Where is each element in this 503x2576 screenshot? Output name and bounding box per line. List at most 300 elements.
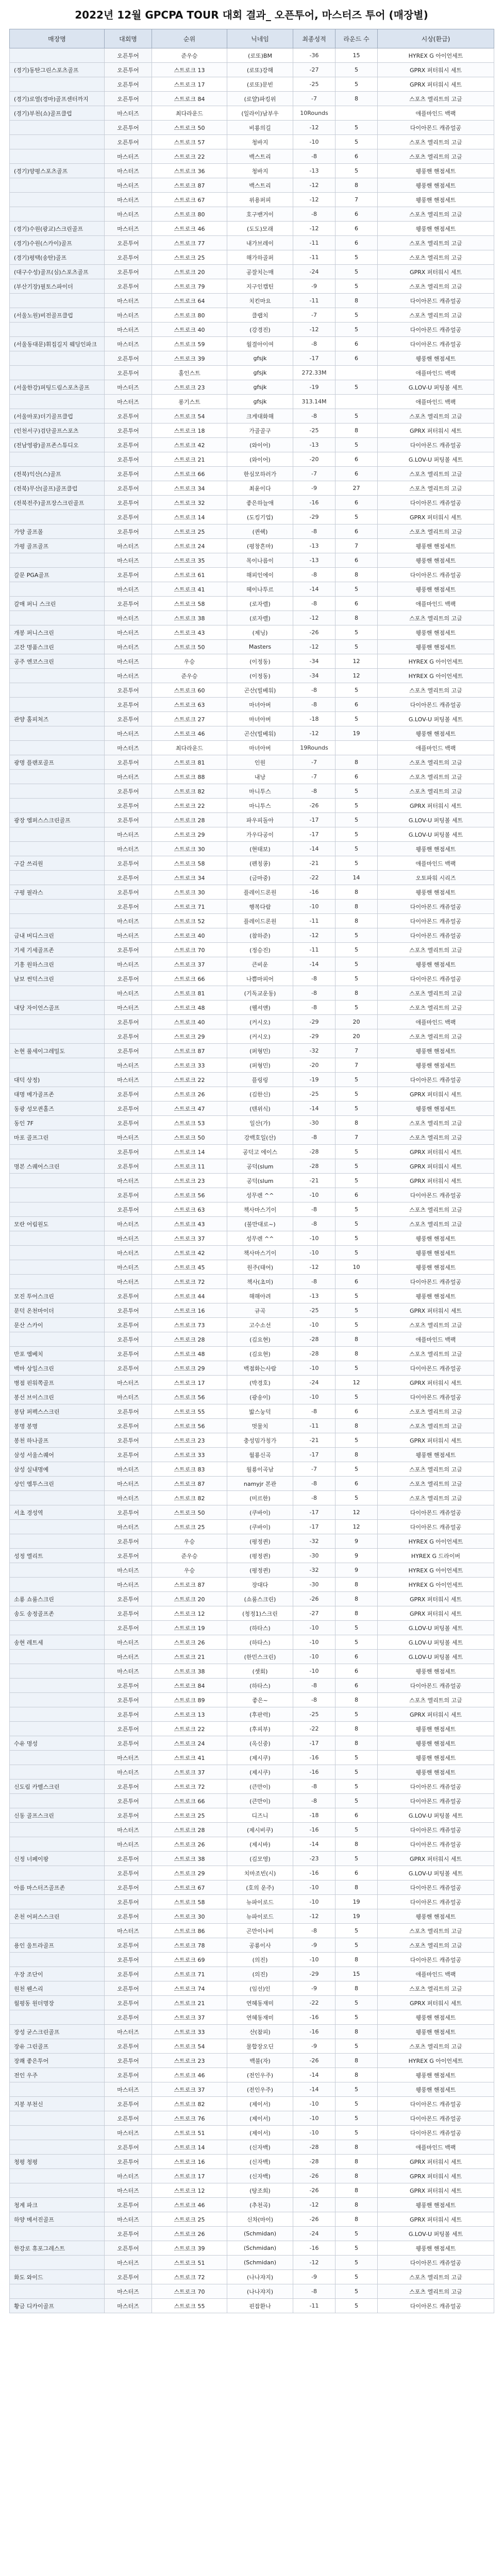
cell-nickname: (탕조희)	[227, 2183, 293, 2198]
cell-event: 오픈투어	[105, 452, 152, 467]
table-row	[10, 1029, 494, 1044]
cell-event: 오픈투어	[105, 972, 152, 986]
header-prize: 시상(환급)	[378, 29, 494, 48]
cell-rank: 스트로크 13	[152, 63, 227, 77]
cell-rank: 스트로크 33	[152, 1058, 227, 1073]
table-row	[10, 164, 494, 178]
table-row	[10, 481, 494, 496]
cell-event: 마스터즈	[105, 207, 152, 222]
cell-final-score: -16	[293, 885, 336, 900]
cell-prize: 웽풍핸 핸점세트	[378, 1044, 494, 1058]
cell-nickname: 마녀아버	[227, 698, 293, 712]
cell-rounds	[336, 366, 378, 380]
cell-event: 오픈투어	[105, 1808, 152, 1823]
cell-venue	[10, 294, 105, 308]
table-row	[10, 1880, 494, 1895]
cell-final-score: -18	[293, 712, 336, 726]
cell-prize: GPRX 퍼터워시 세트	[378, 1376, 494, 1390]
cell-event: 오픈투어	[105, 1852, 152, 1866]
cell-prize: 웽풍핸 핸점세트	[378, 222, 494, 236]
cell-venue: (경기)수원(광교)스크린골프	[10, 222, 105, 236]
cell-nickname: 뉴파이로드	[227, 1895, 293, 1909]
cell-prize: GPRX 퍼터워시 세트	[378, 1433, 494, 1448]
cell-rounds: 8	[336, 2025, 378, 2039]
cell-venue	[10, 611, 105, 625]
cell-prize: 스포츠 엘리트의 고글	[378, 1202, 494, 1217]
cell-prize: 스포츠 엘리트의 고글	[378, 1938, 494, 1953]
cell-venue: (전북)무산(골프)골프클럽	[10, 481, 105, 496]
cell-event: 오픈투어	[105, 2054, 152, 2068]
cell-venue: 온천 어퍼스스크린	[10, 1909, 105, 1924]
cell-final-score: -10	[293, 135, 336, 149]
cell-rank: 스트로크 46	[152, 2068, 227, 2082]
table-row	[10, 770, 494, 784]
cell-venue	[10, 1953, 105, 1967]
cell-rounds: 8	[336, 1837, 378, 1852]
table-row	[10, 2227, 494, 2241]
table-row	[10, 1808, 494, 1823]
cell-nickname: (로또)강해	[227, 63, 293, 77]
cell-event: 오픈투어	[105, 813, 152, 827]
cell-prize: 다이아몬드 캐쥬얼공	[378, 1188, 494, 1202]
cell-event: 오픈투어	[105, 1895, 152, 1909]
cell-rank: 스트로크 70	[152, 943, 227, 957]
cell-prize: 스포츠 엘리트의 고글	[378, 1318, 494, 1332]
cell-rank: 스트로크 11	[152, 1159, 227, 1174]
cell-prize: GPRX 퍼터워시 세트	[378, 1159, 494, 1174]
table-row	[10, 1981, 494, 1996]
cell-final-score: -30	[293, 1578, 336, 1592]
cell-event: 마스터즈	[105, 539, 152, 553]
cell-prize: 웽풍핸 핸점세트	[378, 193, 494, 207]
cell-nickname: 월결아이여	[227, 337, 293, 351]
cell-rounds: 6	[336, 770, 378, 784]
cell-event: 오픈투어	[105, 92, 152, 106]
cell-prize: HYREX G 아이언세트	[378, 1563, 494, 1578]
table-row	[10, 2284, 494, 2299]
cell-rank: 스트로크 22	[152, 799, 227, 813]
cell-prize: 다이아몬드 캐쥬얼공	[378, 294, 494, 308]
table-row	[10, 1001, 494, 1015]
table-row	[10, 265, 494, 279]
cell-prize: 다이아몬드 캐쥬얼공	[378, 1520, 494, 1534]
cell-rounds: 5	[336, 2111, 378, 2126]
cell-venue: (서울동대문)휘집길지 웨딩인파크	[10, 337, 105, 351]
cell-rank: 스트로크 66	[152, 467, 227, 481]
cell-rank: 스트로크 24	[152, 539, 227, 553]
cell-venue: 모진 투어스크린	[10, 1289, 105, 1303]
cell-prize: 웽풍핸 핸점세트	[378, 2025, 494, 2039]
cell-event: 마스터즈	[105, 1174, 152, 1188]
cell-final-score: -30	[293, 1116, 336, 1130]
cell-prize: 스포츠 엘리트의 고글	[378, 236, 494, 250]
cell-final-score: -14	[293, 582, 336, 597]
table-row	[10, 279, 494, 294]
cell-rank: 스트로크 34	[152, 871, 227, 885]
cell-prize: 다이아몬드 캐쥬얼공	[378, 1361, 494, 1376]
cell-nickname: (큰만이)	[227, 1794, 293, 1808]
cell-venue	[10, 1029, 105, 1044]
cell-final-score: -7	[293, 1462, 336, 1477]
cell-nickname: (도도)모래	[227, 222, 293, 236]
cell-event: 오픈투어	[105, 1592, 152, 1606]
header-rank: 순위	[152, 29, 227, 48]
cell-nickname: (박경호)	[227, 1376, 293, 1390]
cell-event: 마스터즈	[105, 323, 152, 337]
cell-rounds: 5	[336, 1635, 378, 1650]
cell-nickname: 밟스눙덕	[227, 1404, 293, 1419]
cell-prize: 스포츠 엘리트의 고글	[378, 611, 494, 625]
cell-final-score: -28	[293, 1159, 336, 1174]
cell-event: 오픈투어	[105, 1736, 152, 1751]
table-row	[10, 1462, 494, 1477]
cell-rounds: 5	[336, 582, 378, 597]
cell-final-score: -23	[293, 1852, 336, 1866]
cell-nickname: 비룡의길	[227, 121, 293, 135]
cell-venue: 병점 핀워쪽골프	[10, 1376, 105, 1390]
cell-rounds: 8	[336, 92, 378, 106]
cell-final-score: -11	[293, 250, 336, 265]
cell-nickname: (제이서)	[227, 2126, 293, 2140]
cell-nickname: (제시쿠)	[227, 1765, 293, 1780]
cell-rank: 스트로크 74	[152, 1981, 227, 1996]
cell-rounds: 6	[336, 452, 378, 467]
cell-rank: 스트로크 73	[152, 1318, 227, 1332]
table-row	[10, 1246, 494, 1260]
cell-rounds: 5	[336, 1101, 378, 1116]
cell-nickname: 치마조빈(시)	[227, 1866, 293, 1880]
cell-rank: 스트로크 37	[152, 1231, 227, 1246]
cell-final-score: -8	[293, 698, 336, 712]
cell-final-score: -11	[293, 2299, 336, 2313]
cell-prize: 웽풍핸 핸점세트	[378, 1246, 494, 1260]
cell-venue: 황금 디카이골프	[10, 2299, 105, 2313]
cell-nickname: (평창흔마)	[227, 539, 293, 553]
cell-nickname: 곤산(빌베워)	[227, 683, 293, 698]
cell-rank: 스트로크 29	[152, 827, 227, 842]
cell-prize: HYREX G 드라이버	[378, 1549, 494, 1563]
table-row	[10, 582, 494, 597]
cell-nickname: (호의 운주)	[227, 1880, 293, 1895]
cell-rank: 최다라운드	[152, 741, 227, 755]
cell-rank: 우승	[152, 1563, 227, 1578]
cell-prize: 다이아몬드 캐쥬얼공	[378, 337, 494, 351]
table-row	[10, 222, 494, 236]
table-row	[10, 1606, 494, 1621]
table-row	[10, 568, 494, 582]
cell-prize: 웽풍핸 핸점세트	[378, 582, 494, 597]
table-row	[10, 1751, 494, 1765]
cell-final-score: -8	[293, 207, 336, 222]
table-row	[10, 1693, 494, 1707]
cell-rank: 스트로크 22	[152, 1073, 227, 1087]
cell-rounds: 5	[336, 1707, 378, 1722]
cell-final-score: -8	[293, 337, 336, 351]
cell-nickname: (하타스)	[227, 1679, 293, 1693]
cell-rank: 스트로크 32	[152, 496, 227, 510]
cell-venue	[10, 1751, 105, 1765]
cell-prize: 다이아몬드 캐쥬얼공	[378, 1505, 494, 1520]
table-header-row	[10, 29, 494, 48]
cell-venue: 장유 그린골프	[10, 2039, 105, 2054]
cell-prize: 스포츠 엘리트의 고글	[378, 1981, 494, 1996]
cell-nickname: 성무렌 ^^	[227, 1188, 293, 1202]
cell-rank: 스트로크 78	[152, 1938, 227, 1953]
cell-rank: 스트로크 81	[152, 755, 227, 770]
table-row	[10, 2256, 494, 2270]
cell-rank: 스트로크 17	[152, 77, 227, 92]
cell-rounds: 9	[336, 1534, 378, 1549]
cell-nickname: 책사(초미)	[227, 1275, 293, 1289]
cell-nickname: (전인우주)	[227, 2082, 293, 2097]
cell-rank: 스트로크 55	[152, 2299, 227, 2313]
cell-rank: 스트로크 38	[152, 1664, 227, 1679]
cell-rounds: 5	[336, 2227, 378, 2241]
cell-rounds: 5	[336, 625, 378, 640]
table-row	[10, 121, 494, 135]
cell-final-score: -10	[293, 1895, 336, 1909]
cell-venue	[10, 77, 105, 92]
cell-event: 오픈투어	[105, 366, 152, 380]
cell-final-score: -12	[293, 2198, 336, 2212]
cell-prize: 다이아몬드 캐쥬얼공	[378, 1880, 494, 1895]
cell-rounds: 10	[336, 1260, 378, 1275]
cell-venue: 송현 레트세	[10, 1635, 105, 1650]
cell-event: 오픈투어	[105, 1780, 152, 1794]
cell-rounds: 5	[336, 1361, 378, 1376]
cell-rank: 최다라운드	[152, 106, 227, 121]
cell-rank: 스트로크 44	[152, 1289, 227, 1303]
cell-prize: 웽풍핸 핸점세트	[378, 1909, 494, 1924]
table-row	[10, 1578, 494, 1592]
table-row	[10, 48, 494, 63]
cell-venue: 대덕 상정)	[10, 1073, 105, 1087]
cell-venue	[10, 1895, 105, 1909]
cell-rounds: 15	[336, 1967, 378, 1981]
cell-venue: 광장 엠퍼스스크린골프	[10, 813, 105, 827]
cell-nickname: 성무렌 ^^	[227, 1231, 293, 1246]
cell-rounds: 7	[336, 1044, 378, 1058]
cell-venue	[10, 1563, 105, 1578]
cell-event: 오픈투어	[105, 2097, 152, 2111]
cell-prize: 다이아몬드 캐쥬얼공	[378, 121, 494, 135]
cell-final-score: -8	[293, 1924, 336, 1938]
cell-final-score: -9	[293, 1938, 336, 1953]
cell-rounds: 8	[336, 1981, 378, 1996]
cell-venue: 서초 경성역	[10, 1505, 105, 1520]
cell-event: 오픈투어	[105, 1318, 152, 1332]
cell-venue: 명본 스퀘어스크린	[10, 1159, 105, 1174]
cell-event: 오픈투어	[105, 77, 152, 92]
cell-nickname: (이정동)	[227, 654, 293, 669]
cell-rounds: 6	[336, 524, 378, 539]
cell-prize: 웽풍핸 핸점세트	[378, 2010, 494, 2025]
cell-prize: 스포츠 엘리트의 고글	[378, 149, 494, 164]
cell-event: 마스터즈	[105, 337, 152, 351]
cell-event: 마스터즈	[105, 1837, 152, 1852]
cell-nickname: (쿠바이)	[227, 1505, 293, 1520]
cell-prize: 스포츠 엘리트의 고글	[378, 409, 494, 423]
table-row	[10, 1433, 494, 1448]
table-row	[10, 784, 494, 799]
cell-rank: 스트로크 30	[152, 1909, 227, 1924]
cell-nickname: 백불(자)	[227, 2054, 293, 2068]
cell-rounds: 5	[336, 827, 378, 842]
cell-prize: 웽풍핸 핸점세트	[378, 2198, 494, 2212]
table-row	[10, 496, 494, 510]
cell-rounds: 5	[336, 712, 378, 726]
cell-rank: 스트로크 58	[152, 597, 227, 611]
table-row	[10, 207, 494, 222]
cell-venue	[10, 726, 105, 741]
cell-rounds: 5	[336, 265, 378, 279]
cell-event: 오픈투어	[105, 856, 152, 871]
cell-rank: 스트로크 48	[152, 1001, 227, 1015]
cell-nickname: (불만대로~)	[227, 1217, 293, 1231]
cell-venue: 기세 기세골프존	[10, 943, 105, 957]
cell-final-score: -17	[293, 813, 336, 827]
cell-venue: 마포 골프그린	[10, 1130, 105, 1145]
cell-venue	[10, 1246, 105, 1260]
cell-event: 마스터즈	[105, 193, 152, 207]
cell-rank: 스트로크 56	[152, 1188, 227, 1202]
cell-nickname: 원주(태어)	[227, 1260, 293, 1275]
cell-nickname: (추천곡)	[227, 2198, 293, 2212]
cell-nickname: 행복다람	[227, 900, 293, 914]
cell-final-score: -28	[293, 1347, 336, 1361]
cell-event: 오픈투어	[105, 2140, 152, 2155]
cell-event: 마스터즈	[105, 1260, 152, 1275]
cell-rank: 스트로크 79	[152, 279, 227, 294]
table-row	[10, 2169, 494, 2183]
cell-final-score: -10	[293, 1390, 336, 1404]
cell-rounds: 5	[336, 1621, 378, 1635]
cell-venue	[10, 2227, 105, 2241]
cell-rounds: 8	[336, 1592, 378, 1606]
cell-final-score: -8	[293, 1202, 336, 1217]
cell-final-score: -10	[293, 1880, 336, 1895]
cell-prize: 웽풍핸 핸점세트	[378, 1231, 494, 1246]
cell-final-score: -29	[293, 1015, 336, 1029]
cell-nickname: namyjr 본관	[227, 1477, 293, 1491]
cell-prize: 웽풍핸 핸점세트	[378, 164, 494, 178]
cell-venue	[10, 1491, 105, 1505]
cell-rounds: 8	[336, 294, 378, 308]
cell-prize: GPRX 퍼터워시 세트	[378, 2183, 494, 2198]
table-row	[10, 63, 494, 77]
cell-rank: 스트로크 37	[152, 957, 227, 972]
cell-prize: 웽풍핸 핸점세트	[378, 1751, 494, 1765]
cell-rounds: 5	[336, 1001, 378, 1015]
cell-venue: 한강로 휴포그레스트	[10, 2241, 105, 2256]
cell-nickname: 가우다공이	[227, 827, 293, 842]
cell-venue: 논현 룰세이그레밀도	[10, 1044, 105, 1058]
cell-event: 마스터즈	[105, 1765, 152, 1780]
cell-nickname: 신차(마이)	[227, 2212, 293, 2227]
table-row	[10, 2155, 494, 2169]
cell-nickname: (웰셔앤)	[227, 1001, 293, 1015]
cell-nickname: (Schmidan)	[227, 2241, 293, 2256]
cell-nickname: 나쁨마피어	[227, 972, 293, 986]
cell-event: 오픈투어	[105, 1996, 152, 2010]
table-row	[10, 2054, 494, 2068]
table-row	[10, 871, 494, 885]
cell-final-score: -24	[293, 265, 336, 279]
cell-venue	[10, 1693, 105, 1707]
cell-rounds: 12	[336, 1376, 378, 1390]
cell-prize: GPRX 퍼터워시 세트	[378, 1303, 494, 1318]
cell-rank: 스트로크 51	[152, 2256, 227, 2270]
table-row	[10, 92, 494, 106]
table-row	[10, 250, 494, 265]
cell-prize: 다이아몬드 캐쥬얼공	[378, 2097, 494, 2111]
cell-final-score: -16	[293, 496, 336, 510]
cell-event: 마스터즈	[105, 726, 152, 741]
cell-event: 오픈투어	[105, 1621, 152, 1635]
cell-rank: 롱기스트	[152, 395, 227, 409]
cell-rounds: 6	[336, 1650, 378, 1664]
cell-rank: 스트로크 25	[152, 2212, 227, 2227]
cell-rounds: 8	[336, 568, 378, 582]
cell-rank: 스트로크 88	[152, 770, 227, 784]
cell-rounds: 6	[336, 149, 378, 164]
cell-final-score: -16	[293, 2025, 336, 2039]
cell-final-score: -8	[293, 568, 336, 582]
cell-rounds: 12	[336, 1505, 378, 1520]
cell-prize: G.LOV-U 퍼팅볼 세트	[378, 813, 494, 827]
table-row	[10, 1924, 494, 1938]
cell-rank: 스트로크 26	[152, 1087, 227, 1101]
cell-nickname: 규곡	[227, 1303, 293, 1318]
cell-venue	[10, 683, 105, 698]
cell-prize: GPRX 퍼터워시 세트	[378, 77, 494, 92]
cell-venue: 삼성 실내명예	[10, 1462, 105, 1477]
cell-rounds: 6	[336, 337, 378, 351]
cell-event: 마스터즈	[105, 1751, 152, 1765]
cell-final-score: -8	[293, 1491, 336, 1505]
cell-nickname: 강백호일(산)	[227, 1130, 293, 1145]
table-row	[10, 712, 494, 726]
cell-final-score: -26	[293, 2169, 336, 2183]
cell-nickname: (김한신)	[227, 1087, 293, 1101]
cell-venue: 문덕 온천마이더	[10, 1303, 105, 1318]
cell-venue	[10, 2256, 105, 2270]
cell-rank: 스트로크 84	[152, 92, 227, 106]
cell-final-score: -7	[293, 308, 336, 323]
cell-venue	[10, 1866, 105, 1880]
cell-nickname: (펜칭콩)	[227, 856, 293, 871]
cell-final-score: -26	[293, 1592, 336, 1606]
cell-rank: 스트로크 35	[152, 553, 227, 568]
cell-nickname: (제닝)	[227, 625, 293, 640]
cell-rounds: 5	[336, 842, 378, 856]
cell-venue	[10, 1145, 105, 1159]
cell-final-score: -10	[293, 2097, 336, 2111]
cell-nickname: 해피인에이	[227, 568, 293, 582]
table-row	[10, 1260, 494, 1275]
cell-nickname: 마니투스	[227, 784, 293, 799]
cell-rounds: 5	[336, 683, 378, 698]
cell-prize: 스포츠 엘리트의 고글	[378, 1116, 494, 1130]
cell-event: 오픈투어	[105, 1549, 152, 1563]
cell-nickname: 월룡이곡남	[227, 1462, 293, 1477]
cell-venue	[10, 1578, 105, 1592]
cell-rounds: 5	[336, 1765, 378, 1780]
cell-rank: 스트로크 37	[152, 1765, 227, 1780]
cell-prize: 웽풍핸 핸점세트	[378, 539, 494, 553]
table-row	[10, 1101, 494, 1116]
cell-venue	[10, 178, 105, 193]
